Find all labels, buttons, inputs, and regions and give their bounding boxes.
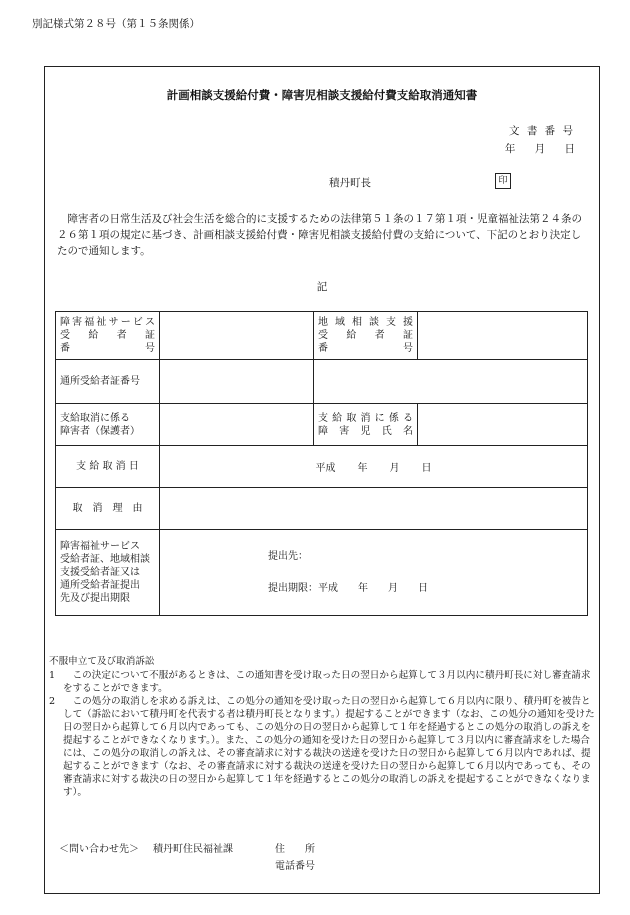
contact-address-label: 住 所 — [275, 844, 315, 855]
table-row — [56, 530, 588, 616]
contact-phone-label: 電話番号 — [275, 861, 315, 872]
deadline-month: 月 — [388, 582, 398, 594]
ki-heading: 記 — [316, 281, 328, 293]
issuer-name: 積丹町長 — [329, 177, 371, 189]
document-frame — [44, 66, 600, 894]
label-line: 支援受給者証又は — [60, 567, 140, 578]
submission-label — [56, 530, 160, 616]
label-line: 地 域 相 談 支 援 — [318, 317, 413, 328]
label-line: 支給取消に係る — [318, 412, 413, 424]
table-row — [56, 404, 588, 446]
welfare-cert-number-label — [56, 312, 160, 360]
form-number: 別記様式第２８号（第１５条関係） — [32, 18, 200, 30]
issue-month: 月 — [534, 143, 546, 155]
daycare-cert-number-field[interactable] — [160, 360, 314, 404]
label-line: 障 害 児 氏 名 — [318, 425, 413, 437]
revoked-child-label — [314, 404, 418, 446]
welfare-cert-number-field[interactable] — [160, 312, 314, 360]
revoked-person-label — [56, 404, 160, 446]
issue-year: 年 — [504, 143, 516, 155]
table-row — [56, 488, 588, 530]
note-text: この決定について不服があるときは、この通知書を受け取った日の翌日から起算して３月以内に積丹町長に対し審査請求をすることができます。 — [63, 670, 591, 694]
label-line: 障害福祉サービス — [60, 317, 155, 328]
note-text: この処分の取消しを求める訴えは、この処分の通知を受け取った日の翌日から起算して６月以内に限り、積丹町を被告として（訴訟において積丹町を代表する者は積丹町長となります。）提起することができます（なお、この処分の通知を受けた日の翌日から起算して６月以内であっても、この処分の日の翌日から起算して１年を経過するとこの処分の取消しの訴えを提起することができなくなります。）。また、この処分の通知を受けた日の翌日から起算して３月以内に審査請求をした場合には、この処分の取消しの訴えは、その審査請求に対する裁決の送達を受けた日の翌日から起算して６月以内であれば、提起することができます（なお、その審査請求に対する裁決の送達を受けた日の翌日から起算して６月以内であっても、その審査請求に対する裁決の日の翌日から起算して１年を経過するとこの処分の取消しの訴えを提起することができなくなります）。 — [63, 696, 595, 798]
blank-cell — [314, 360, 588, 404]
intro-paragraph: 障害者の日常生活及び社会生活を総合的に支援するための法律第５１条の１７第１項・児童福祉法第２４条の２６第１項の規定に基づき、計画相談支援給付費・障害児相談支援給付費の支給について、下記のとおり決定したので通知します。 — [57, 213, 582, 257]
note-number: 2 — [49, 696, 56, 707]
community-cert-number-field[interactable] — [418, 312, 588, 360]
deadline-label: 提出期限：平成 — [268, 582, 338, 594]
submit-deadline — [268, 573, 587, 605]
contact-dept: 積丹町住民福祉課 — [153, 844, 233, 855]
revoked-child-field[interactable] — [418, 404, 588, 446]
daycare-cert-number-label: 通所受給者証番号 — [56, 360, 160, 404]
submission-field[interactable] — [160, 530, 588, 616]
contact-label: ＜問い合わせ先＞ — [59, 844, 139, 855]
label-line: 支給取消に係る — [60, 412, 130, 424]
table-row — [56, 312, 588, 360]
document-title: 計画相談支援給付費・障害児相談支援給付費支給取消通知書 — [166, 88, 478, 102]
issue-day: 日 — [564, 143, 575, 155]
day-label: 日 — [421, 463, 432, 474]
month-label: 月 — [389, 463, 400, 474]
label-line: 番 号 — [318, 343, 413, 354]
year-label: 年 — [357, 463, 368, 474]
label-line: 受 給 者 証 — [318, 330, 413, 341]
revocation-reason-field[interactable] — [160, 488, 588, 530]
note-item — [49, 695, 595, 799]
revocation-reason-label: 取 消 理 由 — [56, 488, 160, 530]
note-item — [49, 669, 595, 695]
issue-date — [489, 141, 575, 156]
label-line: 通所受給者証提出 — [60, 580, 140, 591]
label-line: 番 号 — [60, 343, 155, 354]
contact-block — [59, 841, 315, 875]
revoked-person-field[interactable] — [160, 404, 314, 446]
details-table — [55, 311, 588, 616]
community-cert-number-label — [314, 312, 418, 360]
document-number-label: 文 書 番 号 — [508, 125, 575, 137]
table-row — [56, 446, 588, 488]
label-line: 受 給 者 証 — [60, 330, 155, 341]
notes-heading: 不服申立て及び取消訴訟 — [49, 656, 155, 667]
appeal-notes — [49, 655, 595, 799]
deadline-year: 年 — [358, 582, 368, 594]
table-row — [56, 360, 588, 404]
revocation-date-field[interactable] — [160, 446, 588, 488]
era-label: 平成 — [315, 463, 336, 474]
label-line: 障害者（保護者） — [60, 425, 140, 437]
label-line: 障害福祉サービス — [60, 541, 140, 552]
label-line: 受給者証、地域相談 — [60, 554, 150, 565]
submit-to: 提出先： — [268, 550, 308, 562]
note-number: 1 — [49, 670, 56, 681]
label-line: 先及び提出期限 — [60, 593, 130, 604]
deadline-day: 日 — [418, 582, 428, 594]
revocation-date-label: 支 給 取 消 日 — [56, 446, 160, 488]
seal-mark: 印 — [495, 173, 511, 189]
